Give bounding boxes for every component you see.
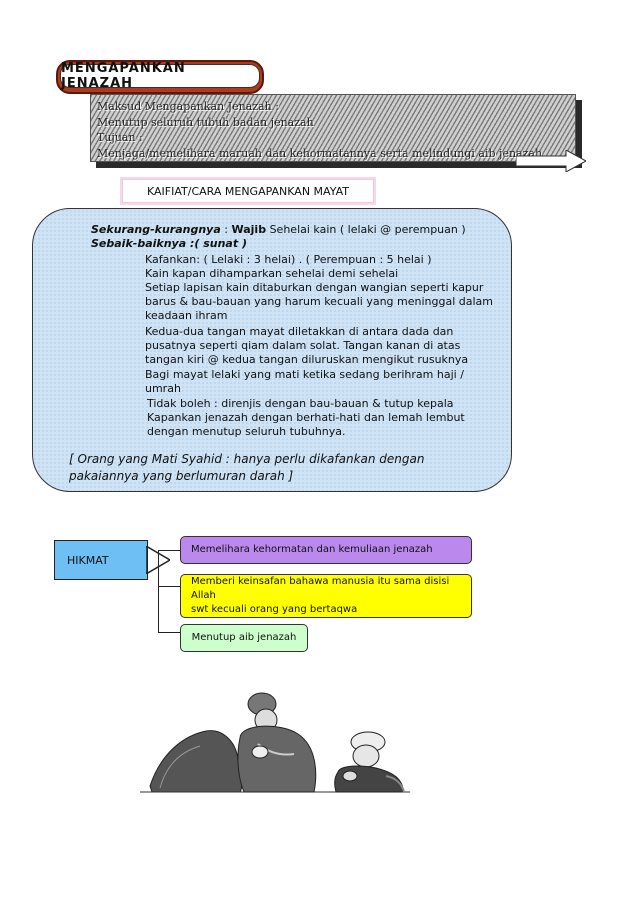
page-title: MENGAPANKAN JENAZAH <box>60 64 260 88</box>
kaifiat-label: KAIFIAT/CARA MENGAPANKAN MAYAT <box>122 179 374 203</box>
detail-item: Kapankan jenazah dengan berhati-hati dan lemah lembut <box>147 411 465 424</box>
connector-line <box>158 632 180 633</box>
title-banner <box>56 60 264 94</box>
detail-item: Kedua-dua tangan mayat diletakkan di antara dada dan <box>145 325 454 338</box>
hikmat-label: HIKMAT <box>54 540 148 580</box>
detail-item: umrah <box>145 382 181 395</box>
detail-item: Setiap lapisan kain ditaburkan dengan wangian seperti kapur <box>145 281 484 294</box>
detail-item: Bagi mayat lelaki yang mati ketika sedang berihram haji / <box>145 368 464 381</box>
syahid-note-line2: pakaiannya yang berlumuran darah ] <box>69 469 294 483</box>
info-line: Menutup seluruh tubuh badan jenazah <box>97 115 314 129</box>
term-best: Sebaik-baiknya :( sunat ) <box>91 237 247 250</box>
detail-item: Tidak boleh : direnjis dengan bau-bauan & tutup kepala <box>147 397 454 410</box>
hikmat-item-text: Menutup aib jenazah <box>191 632 297 643</box>
detail-item: barus & bau-bauan yang harum kecuali yang meninggal dalam <box>145 295 493 308</box>
term-wajib: Wajib <box>231 223 267 236</box>
praying-men-illustration <box>140 668 410 798</box>
connector-line <box>158 586 180 587</box>
hikmat-item-2 <box>180 574 472 618</box>
detail-item: dengan menutup seluruh tubuhnya. <box>147 425 346 438</box>
detail-item: tangan kiri @ kedua tangan diluruskan mengikut rusuknya <box>145 353 469 366</box>
hikmat-item-text: Memelihara kehormatan dan kemuliaan jenazah <box>191 544 433 555</box>
connector-line <box>158 550 180 551</box>
hikmat-item-1 <box>180 536 472 564</box>
detail-item: Kafankan: ( Lelaki : 3 helai) . ( Perempuan : 5 helai ) <box>145 253 432 266</box>
connector-line <box>158 550 159 632</box>
hikmat-item-3 <box>180 624 308 652</box>
info-box <box>90 94 576 162</box>
term-minimum-rest: Sehelai kain ( lelaki @ perempuan ) <box>266 223 466 236</box>
detail-item: pusatnya seperti qiam dalam solat. Tangan kanan di atas <box>145 339 461 352</box>
hikmat-item-text: Memberi keinsafan bahawa manusia itu sama disisi Allah <box>191 576 450 601</box>
info-line: Tujuan : <box>97 131 143 144</box>
info-line: Menjaga/memelihara maruah dan kehormatannya serta melindungi aib jenazah <box>97 146 543 160</box>
syahid-note-line1: [ Orang yang Mati Syahid : hanya perlu dikafankan dengan <box>69 452 425 466</box>
term-separator: : <box>220 223 232 236</box>
kaifiat-details-box <box>32 208 512 492</box>
detail-item: Kain kapan dihamparkan sehelai demi sehelai <box>145 267 399 280</box>
term-minimum: Sekurang-kurangnya <box>91 223 221 236</box>
info-line: Maksud Mengapankan Jenazah : <box>97 100 279 113</box>
detail-item: keadaan ihram <box>145 309 228 322</box>
hikmat-item-text: swt kecuali orang yang bertaqwa <box>191 604 358 615</box>
detail-line-minimum <box>91 223 466 237</box>
arrow-icon <box>516 150 586 172</box>
